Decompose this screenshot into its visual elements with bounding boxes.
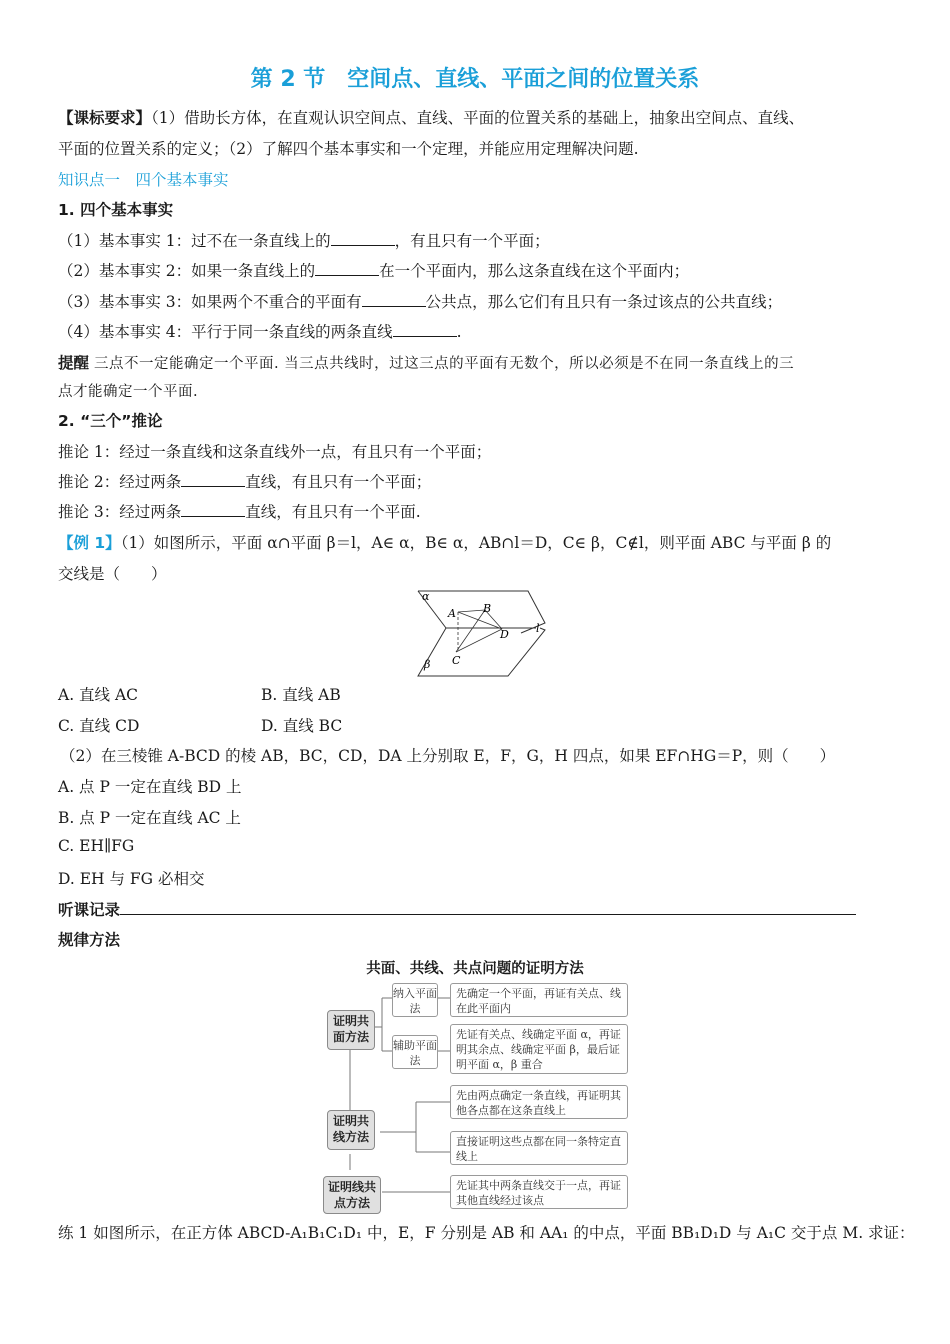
fact-1-pre: （1）基本事实 1：过不在一条直线上的 xyxy=(58,232,331,250)
label-beta: β xyxy=(424,658,431,671)
tip-line-1 xyxy=(58,351,794,373)
knowledge-point-heading: 知识点一 四个基本事实 xyxy=(58,171,229,189)
fact-1 xyxy=(58,229,550,251)
option-2b: B. 点 P 一定在直线 AC 上 xyxy=(58,809,241,827)
label-d: D xyxy=(500,628,509,641)
requirement-text-1: （1）借助长方体，在直观认识空间点、直线、平面的位置关系的基础上，抽象出空间点、直线、 xyxy=(151,109,805,127)
fact-2-post: 在一个平面内，那么这条直线在这个平面内； xyxy=(379,262,690,280)
flowchart-method-auxiliary: 辅助平面法 xyxy=(392,1035,438,1069)
option-1b: B. 直线 AB xyxy=(261,686,341,704)
notes-line xyxy=(58,898,856,920)
segment-bc xyxy=(456,610,485,652)
plane-alpha-outline xyxy=(418,591,545,633)
option-2d: D. EH 与 FG 必相交 xyxy=(58,870,205,888)
corollary-2-post: 直线，有且只有一个平面； xyxy=(245,473,432,491)
tip-text-1: 三点不一定能确定一个平面. 当三点共线时，过这三点的平面有无数个，所以必须是不在同一条直线上的三 xyxy=(93,356,795,372)
flowchart-root-concurrent: 证明线共点方法 xyxy=(323,1176,381,1214)
corollary-3-pre: 推论 3：经过两条 xyxy=(58,503,182,521)
fact-3 xyxy=(58,290,782,312)
corollary-2 xyxy=(58,470,431,492)
method-label: 规律方法 xyxy=(58,931,121,949)
plane-beta-outline xyxy=(418,628,545,676)
option-2a: A. 点 P 一定在直线 BD 上 xyxy=(58,778,242,796)
planes-figure xyxy=(408,588,548,680)
flowchart-leaf-3: 先由两点确定一条直线，再证明其他各点都在这条直线上 xyxy=(450,1085,628,1119)
section-1-title: 1. 四个基本事实 xyxy=(58,201,174,219)
flowchart-method-inclusion: 纳入平面法 xyxy=(392,983,438,1017)
practice-1: 练 1 如图所示，在正方体 ABCD-A₁B₁C₁D₁ 中，E，F 分别是 AB 和 AA₁ 的中点，平面 BB₁D₁D 与 A₁C 交于点 M. 求证： xyxy=(58,1224,915,1242)
requirement-text-2: 平面的位置关系的定义；（2）了解四个基本事实和一个定理，并能应用定理解决问题. xyxy=(58,140,639,158)
page-title: 第 2 节 空间点、直线、平面之间的位置关系 xyxy=(250,67,700,92)
option-2c: C. EH∥FG xyxy=(58,837,135,855)
label-l: l xyxy=(536,622,540,635)
fact-3-post: 公共点，那么它们有且只有一条过该点的公共直线； xyxy=(425,293,783,311)
corollary-3-post: 直线，有且只有一个平面. xyxy=(245,503,421,521)
flowchart-title: 共面、共线、共点问题的证明方法 xyxy=(366,961,584,977)
fact-1-post: ，有且只有一个平面； xyxy=(394,232,550,250)
fact-2-pre: （2）基本事实 2：如果一条直线上的 xyxy=(58,262,316,280)
flowchart-leaf-5: 先证其中两条直线交于一点，再证其他直线经过该点 xyxy=(450,1175,628,1209)
flowchart-leaf-4: 直接证明这些点都在同一条特定直线上 xyxy=(450,1131,628,1165)
fact-4 xyxy=(58,320,462,342)
fact-2 xyxy=(58,259,689,281)
requirement-line-1 xyxy=(58,106,804,128)
label-c: C xyxy=(452,654,461,667)
example-1-question-1 xyxy=(58,531,831,553)
tip-text-2: 点才能确定一个平面. xyxy=(58,384,199,400)
segment-cd xyxy=(456,629,502,652)
fill-blank xyxy=(331,231,395,246)
label-b: B xyxy=(483,602,492,615)
flowchart-leaf-2: 先证有关点、线确定平面 α，再证明其余点、线确定平面 β，最后证明平面 α，β 重合 xyxy=(450,1024,628,1074)
flowchart-leaf-1: 先确定一个平面，再证有关点、线在此平面内 xyxy=(450,983,628,1017)
flowchart-root-collinear: 证明共线方法 xyxy=(327,1110,375,1150)
section-2-title: 2. “三个”推论 xyxy=(58,412,163,430)
corollary-3 xyxy=(58,500,421,522)
notes-blank xyxy=(120,900,856,915)
fill-blank xyxy=(362,292,426,307)
example-1-q1-line-2: 交线是（ ） xyxy=(58,565,167,583)
example-1-question-2: （2）在三棱锥 A-BCD 的棱 AB，BC，CD，DA 上分别取 E，F，G，H 四点，如果 EF∩HG＝P，则（ ） xyxy=(60,747,836,765)
corollary-1: 推论 1：经过一条直线和这条直线外一点，有且只有一个平面； xyxy=(58,443,492,461)
fill-blank xyxy=(181,502,245,517)
segment-ad xyxy=(458,612,502,629)
fact-4-post: . xyxy=(456,323,462,341)
fill-blank xyxy=(181,472,245,487)
example-label: 【例 1】 xyxy=(58,534,121,552)
option-1a: A. 直线 AC xyxy=(58,686,139,704)
option-1d: D. 直线 BC xyxy=(261,717,343,735)
fact-3-pre: （3）基本事实 3：如果两个不重合的平面有 xyxy=(58,293,362,311)
segment-ab xyxy=(458,610,485,612)
notes-label: 听课记录 xyxy=(58,901,121,919)
requirement-label: 【课标要求】 xyxy=(58,109,152,127)
example-1-q1-line-1: （1）如图所示，平面 α∩平面 β＝l，A∈ α，B∈ α，AB∩l＝D，C∈ β，C∉l，则平面 ABC 与平面 β 的 xyxy=(120,534,832,552)
corollary-2-pre: 推论 2：经过两条 xyxy=(58,473,182,491)
fact-4-pre: （4）基本事实 4：平行于同一条直线的两条直线 xyxy=(58,323,393,341)
tip-label: 提醒 xyxy=(58,354,90,372)
option-1c: C. 直线 CD xyxy=(58,717,140,735)
label-alpha: α xyxy=(422,590,430,603)
fill-blank xyxy=(315,261,379,276)
label-a: A xyxy=(448,607,456,620)
fill-blank xyxy=(393,322,457,337)
flowchart-root-coplanar: 证明共面方法 xyxy=(327,1010,375,1050)
